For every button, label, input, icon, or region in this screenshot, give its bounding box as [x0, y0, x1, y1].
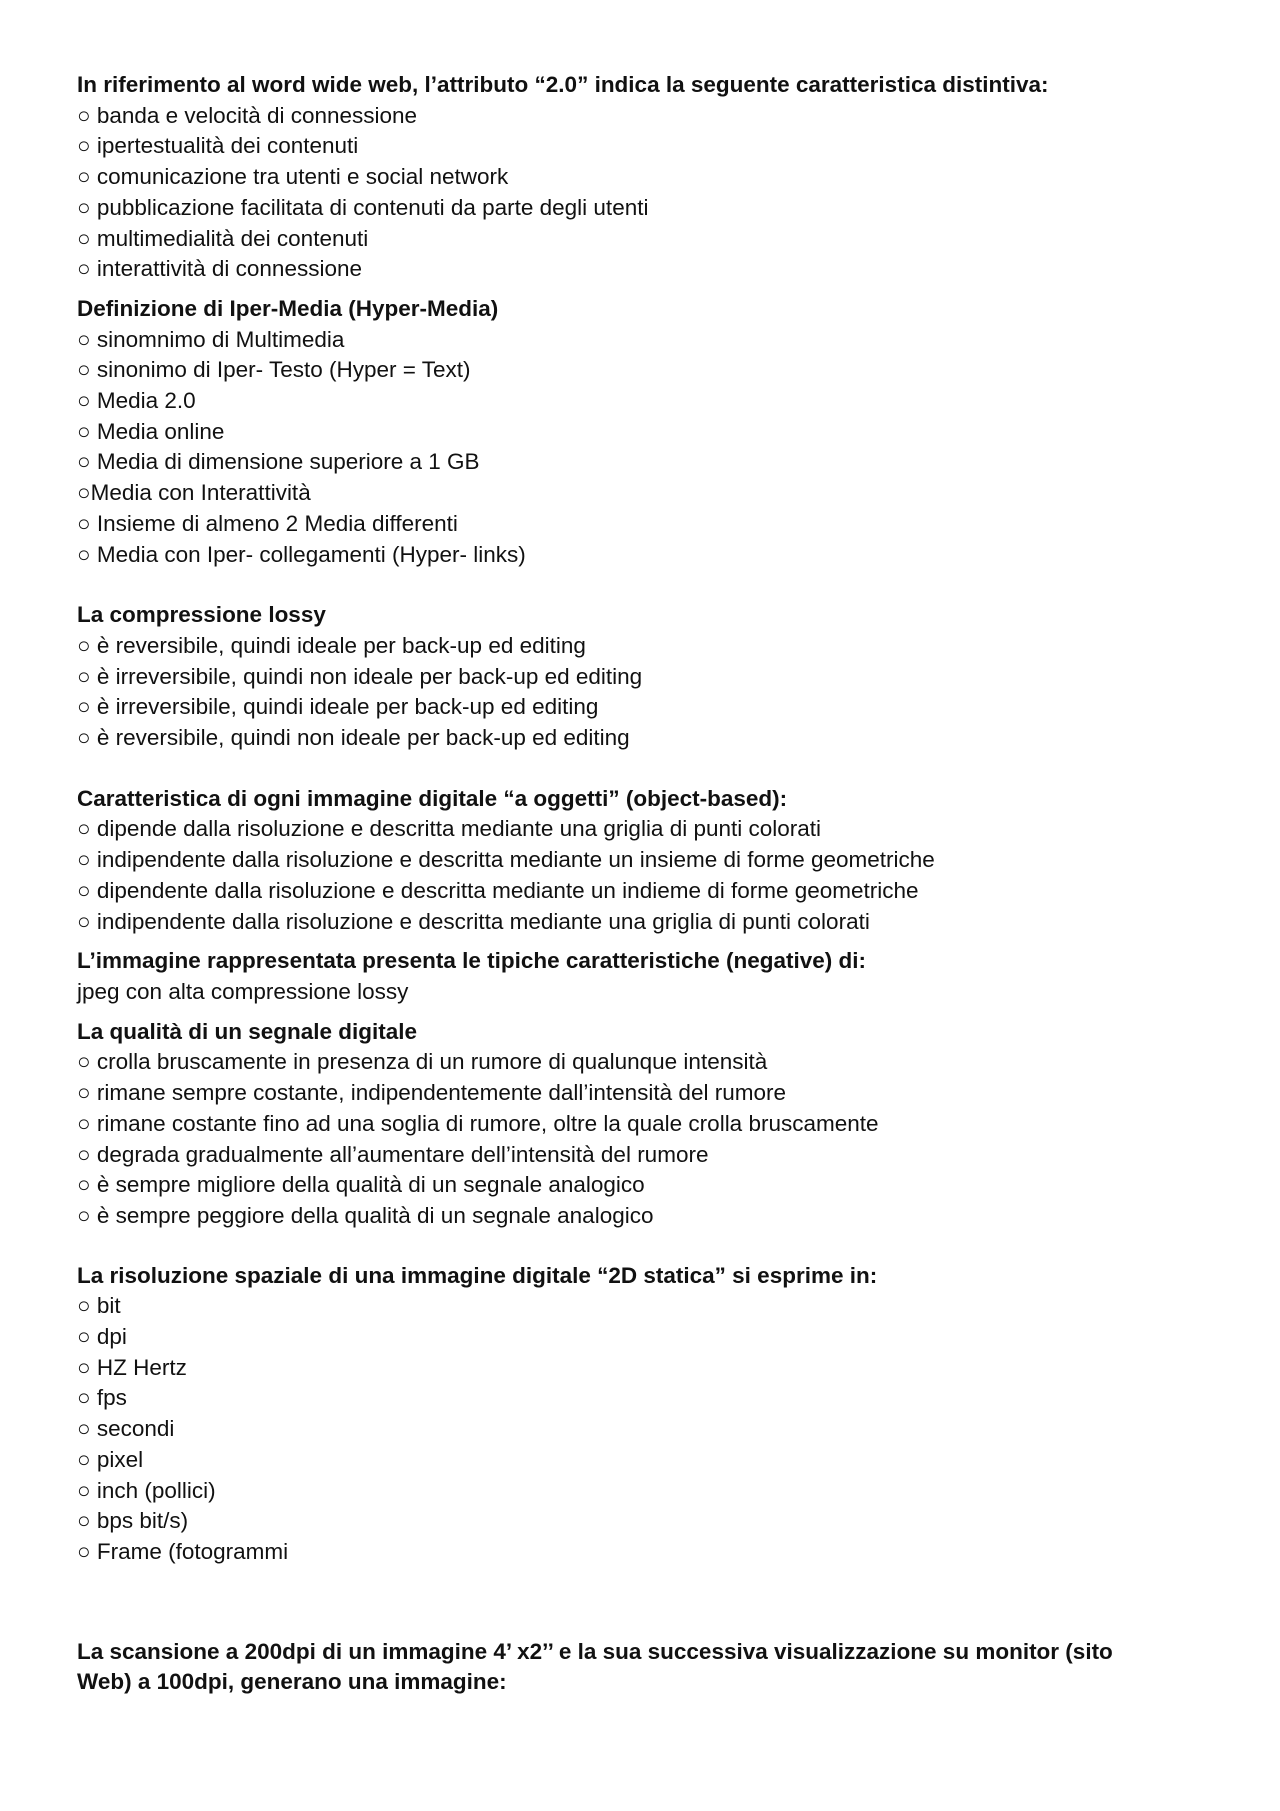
option: ○ inch (pollici) [77, 1477, 216, 1503]
option: ○ indipendente dalla risoluzione e descritta mediante una griglia di punti colorati [77, 908, 870, 934]
option: ○ è irreversibile, quindi non ideale per back-up ed editing [77, 663, 643, 689]
question-lossy-compression [77, 600, 1207, 754]
option: ○Media con Interattività [77, 480, 311, 506]
option: ○ rimane sempre costante, indipendentemente dall’intensità del rumore [77, 1080, 786, 1106]
option: ○ ipertestualità dei contenuti [77, 133, 359, 159]
question-scan-resolution [77, 1637, 1207, 1698]
question-hyper-media [77, 294, 1207, 570]
question-title-line: Web) a 100dpi, generano una immagine: [77, 1669, 507, 1695]
option: ○ è reversibile, quindi ideale per back-up ed editing [77, 632, 586, 658]
question-image-artifacts [77, 946, 1207, 1007]
question-title: La risoluzione spaziale di una immagine digitale “2D statica” si esprime in: [77, 1262, 878, 1288]
option: ○ dpi [77, 1324, 127, 1350]
question-title: La compressione lossy [77, 602, 326, 628]
option: ○ Media con Iper- collegamenti (Hyper- links) [77, 541, 526, 567]
option: ○ crolla bruscamente in presenza di un rumore di qualunque intensità [77, 1049, 768, 1075]
option: ○ interattività di connessione [77, 256, 362, 282]
option: ○ dipende dalla risoluzione e descritta mediante una griglia di punti colorati [77, 816, 822, 842]
option: ○ fps [77, 1385, 127, 1411]
option: ○ pubblicazione facilitata di contenuti da parte degli utenti [77, 194, 649, 220]
option: ○ Insieme di almeno 2 Media differenti [77, 510, 458, 536]
question-spatial-resolution [77, 1261, 1207, 1568]
option: ○ pixel [77, 1446, 144, 1472]
option: ○ è irreversibile, quindi ideale per back-up ed editing [77, 694, 599, 720]
option: ○ sinonimo di Iper- Testo (Hyper = Text) [77, 357, 471, 383]
option: ○ HZ Hertz [77, 1354, 187, 1380]
question-web-2-0 [77, 70, 1207, 285]
option: ○ Media online [77, 418, 225, 444]
option: ○ degrada gradualmente all’aumentare dell’intensità del rumore [77, 1141, 709, 1167]
option: ○ è sempre migliore della qualità di un segnale analogico [77, 1172, 645, 1198]
option: ○ indipendente dalla risoluzione e descritta mediante un insieme di forme geometriche [77, 847, 935, 873]
question-title: L’immagine rappresentata presenta le tipiche caratteristiche (negative) di: [77, 948, 867, 974]
question-title: Caratteristica di ogni immagine digitale “a oggetti” (object-based): [77, 785, 788, 811]
question-title: In riferimento al word wide web, l’attributo “2.0” indica la seguente caratteristica distintiva: [77, 72, 1049, 97]
question-title: Definizione di Iper-Media (Hyper-Media) [77, 295, 499, 321]
question-title-line: La scansione a 200dpi di un immagine 4’ x2’’ e la sua successiva visualizzazione su monitor (sito [77, 1638, 1113, 1664]
option: ○ è reversibile, quindi non ideale per back-up ed editing [77, 725, 630, 751]
question-digital-signal-quality [77, 1017, 1207, 1232]
question-title: La qualità di un segnale digitale [77, 1018, 418, 1044]
answer-text: jpeg con alta compressione lossy [77, 978, 409, 1004]
option: ○ banda e velocità di connessione [77, 102, 418, 128]
option: ○ Media di dimensione superiore a 1 GB [77, 449, 480, 475]
option: ○ è sempre peggiore della qualità di un segnale analogico [77, 1202, 654, 1228]
option: ○ bps bit/s) [77, 1508, 189, 1534]
option: ○ Media 2.0 [77, 388, 196, 414]
option: ○ dipendente dalla risoluzione e descritta mediante un indieme di forme geometriche [77, 877, 919, 903]
question-object-based-image [77, 784, 1207, 938]
option: ○ Frame (fotogrammi [77, 1538, 289, 1564]
option: ○ comunicazione tra utenti e social network [77, 164, 509, 190]
option: ○ rimane costante fino ad una soglia di rumore, oltre la quale crolla bruscamente [77, 1110, 879, 1136]
option: ○ multimedialità dei contenuti [77, 225, 369, 251]
option: ○ secondi [77, 1416, 175, 1442]
document-page [77, 70, 1207, 1698]
option: ○ sinomnimo di Multimedia [77, 326, 345, 352]
option: ○ bit [77, 1293, 121, 1319]
